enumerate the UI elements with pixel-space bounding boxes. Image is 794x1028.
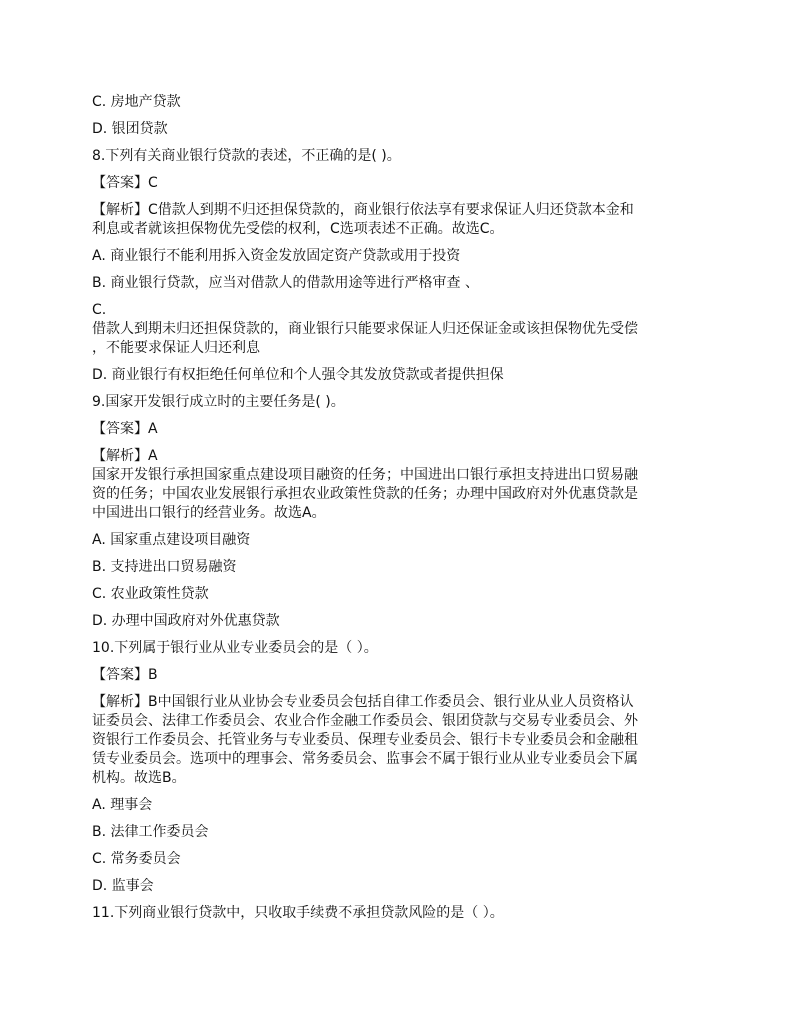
answer-9: 【答案】A [92, 421, 158, 437]
analysis-9-line1: 国家开发银行承担国家重点建设项目融资的任务；中国进出口银行承担支持进出口贸易融 [92, 467, 638, 483]
option-c-label: C. [92, 302, 107, 318]
option-b: B. 支持进出口贸易融资 [92, 559, 237, 575]
analysis-8-line2: 利息或者就该担保物优先受偿的权利，C选项表述不正确。故选C。 [92, 221, 504, 237]
question-11: 11.下列商业银行贷款中，只收取手续费不承担贷款风险的是（ ）。 [92, 905, 504, 921]
option-d: D. 办理中国政府对外优惠贷款 [92, 613, 280, 629]
answer-10: 【答案】B [92, 667, 158, 683]
question-8: 8.下列有关商业银行贷款的表述，不正确的是( )。 [92, 148, 401, 164]
option-b: B. 法律工作委员会 [92, 824, 209, 840]
analysis-9-line2: 资的任务；中国农业发展银行承担农业政策性贷款的任务；办理中国政府对外优惠贷款是 [92, 486, 638, 502]
option-d: D. 监事会 [92, 878, 154, 894]
option-a: A. 理事会 [92, 797, 153, 813]
option-d: D. 商业银行有权拒绝任何单位和个人强令其发放贷款或者提供担保 [92, 367, 504, 383]
question-10: 10.下列属于银行业从业专业委员会的是（ ）。 [92, 640, 378, 656]
analysis-8-line1: 【解析】C借款人到期不归还担保贷款的，商业银行依法享有要求保证人归还贷款本金和 [92, 202, 634, 218]
answer-8: 【答案】C [92, 175, 158, 191]
analysis-10-line4: 赁专业委员会。选项中的理事会、常务委员会、监事会不属于银行业从业专业委员会下属 [92, 751, 638, 767]
analysis-9-label: 【解析】A [92, 448, 158, 464]
option-c: C. 常务委员会 [92, 851, 181, 867]
option-c-text-line1: 借款人到期未归还担保贷款的，商业银行只能要求保证人归还保证金或该担保物优先受偿 [92, 321, 638, 337]
option-b: B. 商业银行贷款，应当对借款人的借款用途等进行严格审查 、 [92, 275, 479, 291]
option-c: C. 房地产贷款 [92, 94, 181, 110]
option-c-text-line2: ，不能要求保证人归还利息 [92, 340, 260, 356]
analysis-10-line2: 证委员会、法律工作委员会、农业合作金融工作委员会、银团贷款与交易专业委员会、外 [92, 713, 638, 729]
option-a: A. 商业银行不能利用拆入资金发放固定资产贷款或用于投资 [92, 248, 461, 264]
option-d: D. 银团贷款 [92, 121, 168, 137]
option-a: A. 国家重点建设项目融资 [92, 532, 251, 548]
analysis-10-line1: 【解析】B中国银行业从业协会专业委员会包括自律工作委员会、银行业从业人员资格认 [92, 694, 634, 710]
question-9: 9.国家开发银行成立时的主要任务是( )。 [92, 394, 345, 410]
analysis-10-line5: 机构。故选B。 [92, 770, 186, 786]
analysis-9-line3: 中国进出口银行的经营业务。故选A。 [92, 505, 326, 521]
analysis-10-line3: 资银行工作委员会、托管业务与专业委员、保理专业委员会、银行卡专业委员会和金融租 [92, 732, 638, 748]
option-c: C. 农业政策性贷款 [92, 586, 209, 602]
